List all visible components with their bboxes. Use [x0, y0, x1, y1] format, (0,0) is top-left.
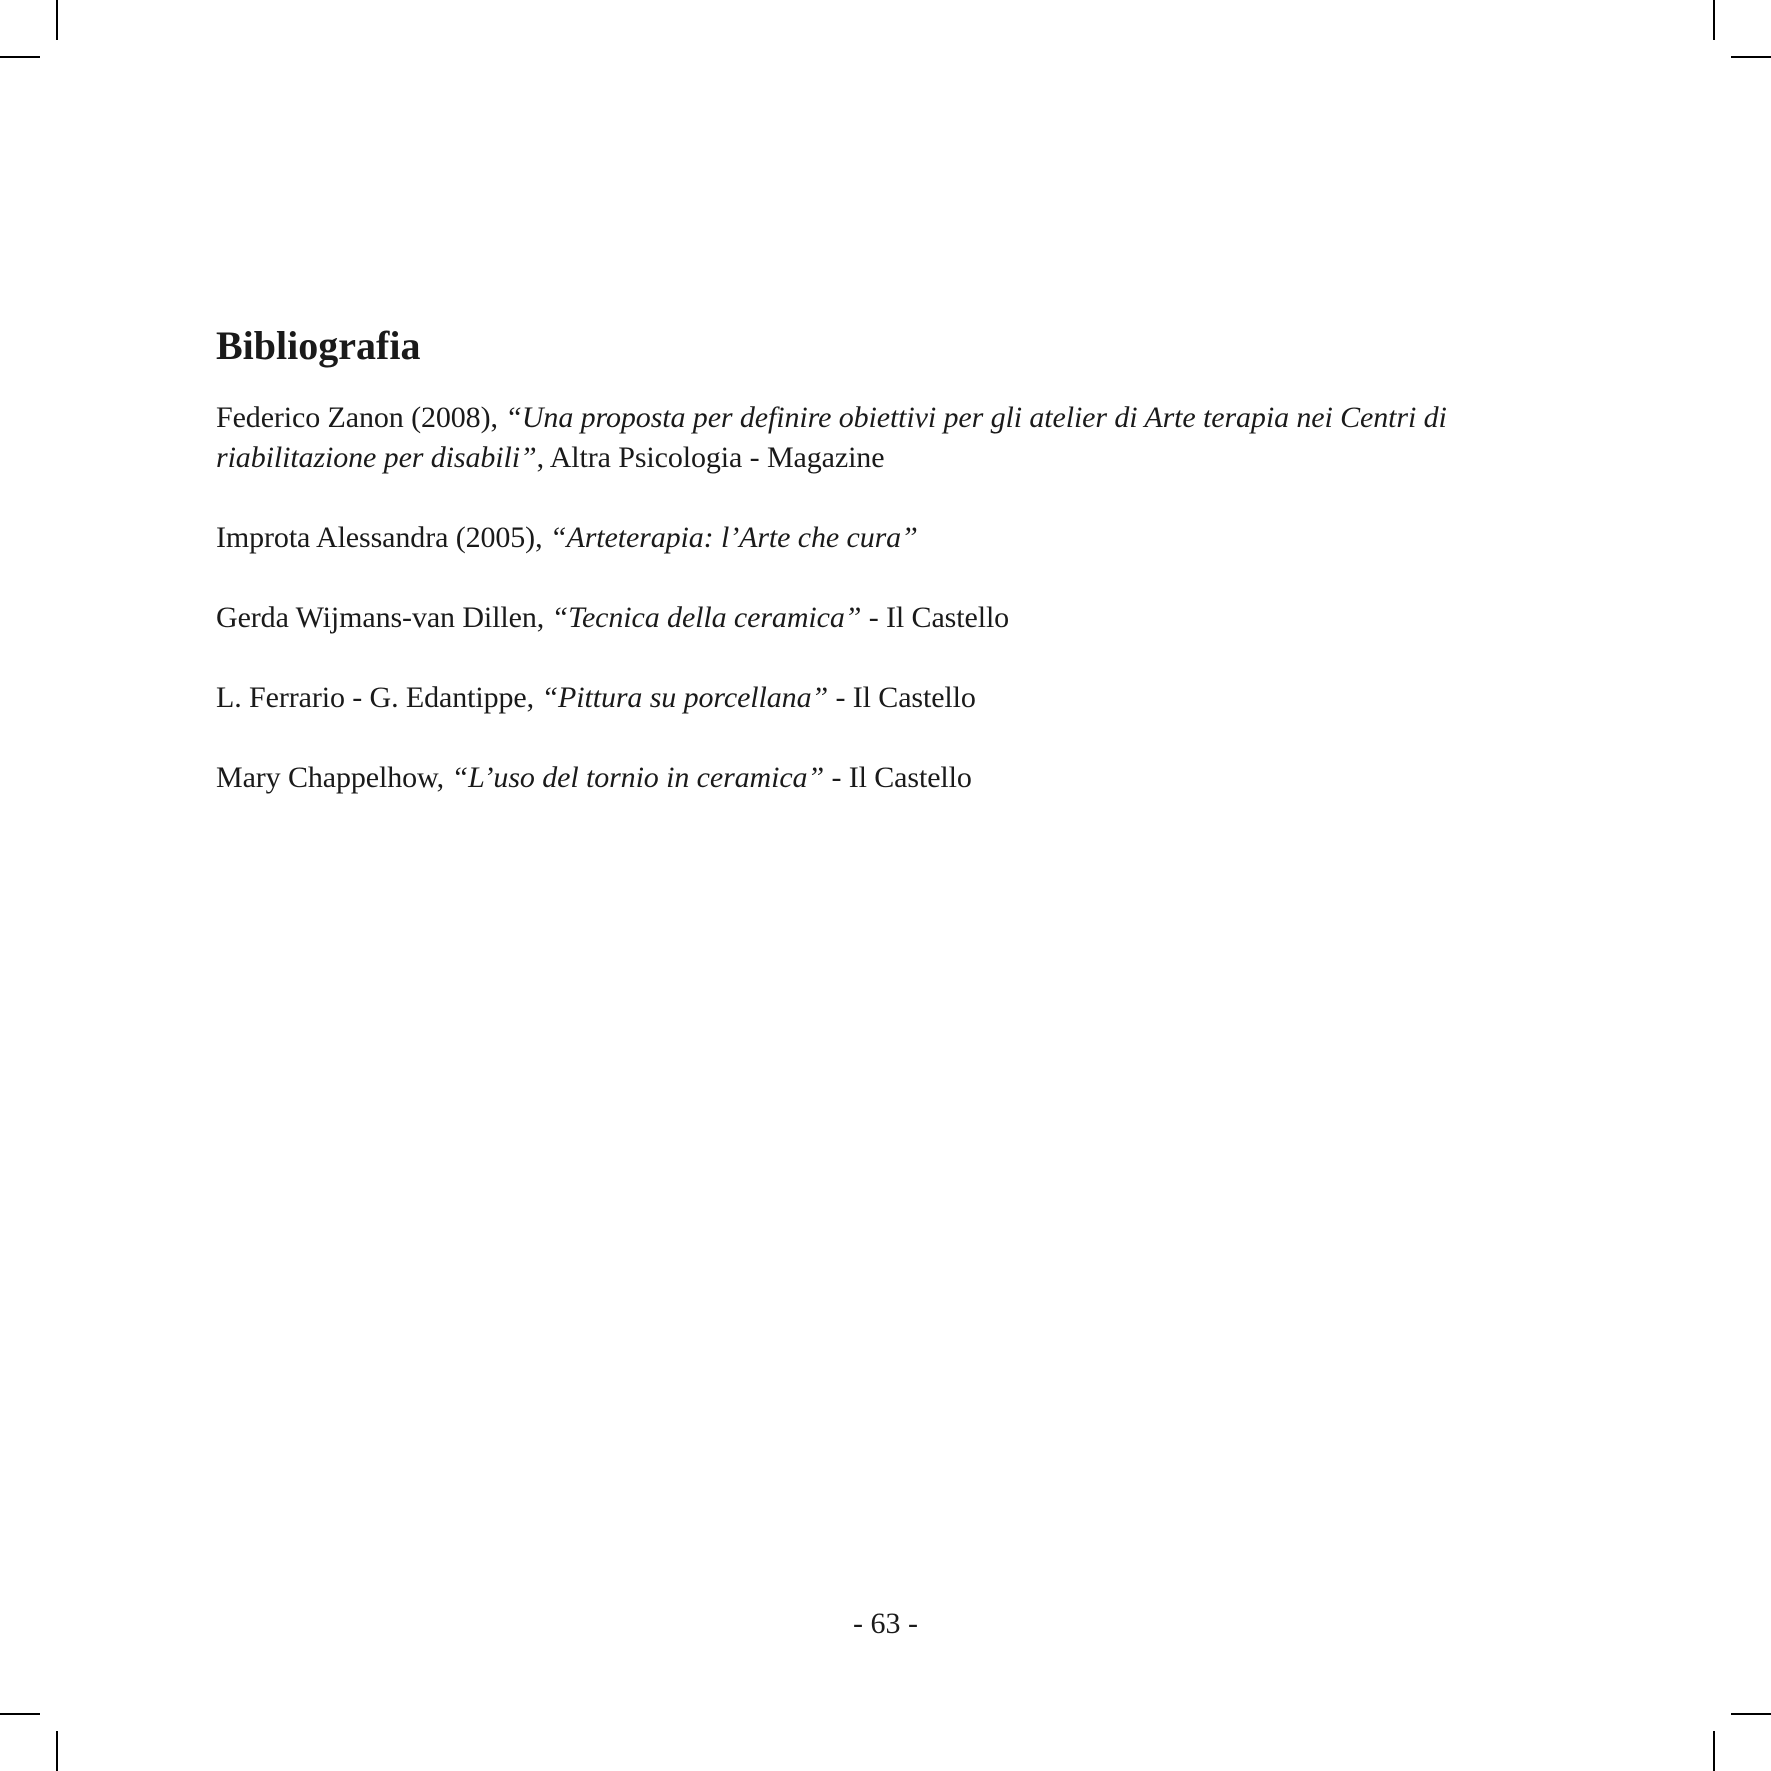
page-title: Bibliografia — [216, 323, 421, 368]
entry-author: Mary Chappelhow, — [216, 761, 452, 794]
entry-work-title: “Tecnica della ceramica” — [551, 601, 862, 634]
bibliography-entry — [216, 398, 1556, 478]
bibliography-entry — [216, 518, 1556, 558]
entry-work-title: “Arteterapia: l’Arte che cura” — [549, 521, 918, 554]
entry-author: Federico Zanon (2008), — [216, 401, 506, 434]
crop-mark-top-left-vertical — [56, 0, 58, 40]
crop-mark-bottom-left-horizontal — [0, 1713, 40, 1715]
crop-mark-top-right-vertical — [1713, 0, 1715, 40]
entry-publisher: , Altra Psicologia - Magazine — [536, 441, 885, 474]
bibliography-entry — [216, 758, 1556, 798]
bibliography-entry — [216, 598, 1556, 638]
crop-mark-bottom-left-vertical — [56, 1731, 58, 1771]
entry-author: Gerda Wijmans-van Dillen, — [216, 601, 552, 634]
entry-work-title: “Pittura su porcellana” — [541, 681, 829, 714]
crop-mark-top-left-horizontal — [0, 56, 40, 58]
crop-mark-bottom-right-horizontal — [1731, 1713, 1771, 1715]
crop-mark-top-right-horizontal — [1731, 56, 1771, 58]
entry-publisher: - Il Castello — [824, 761, 972, 794]
entry-publisher: - Il Castello — [861, 601, 1010, 634]
page-content — [216, 318, 1556, 838]
entry-author: Improta Alessandra (2005), — [216, 521, 550, 554]
entry-work-title: “Una proposta per definire obiettivi per gli atelier di Arte terapia nei Centri di riabilitazione per disabili” — [216, 401, 1447, 474]
entry-publisher: - Il Castello — [828, 681, 976, 714]
page-number: - 63 - — [853, 1607, 918, 1640]
entry-author: L. Ferrario - G. Edantippe, — [216, 681, 542, 714]
crop-mark-bottom-right-vertical — [1713, 1731, 1715, 1771]
entry-work-title: “L’uso del tornio in ceramica” — [451, 761, 825, 794]
bibliography-entry — [216, 678, 1556, 718]
